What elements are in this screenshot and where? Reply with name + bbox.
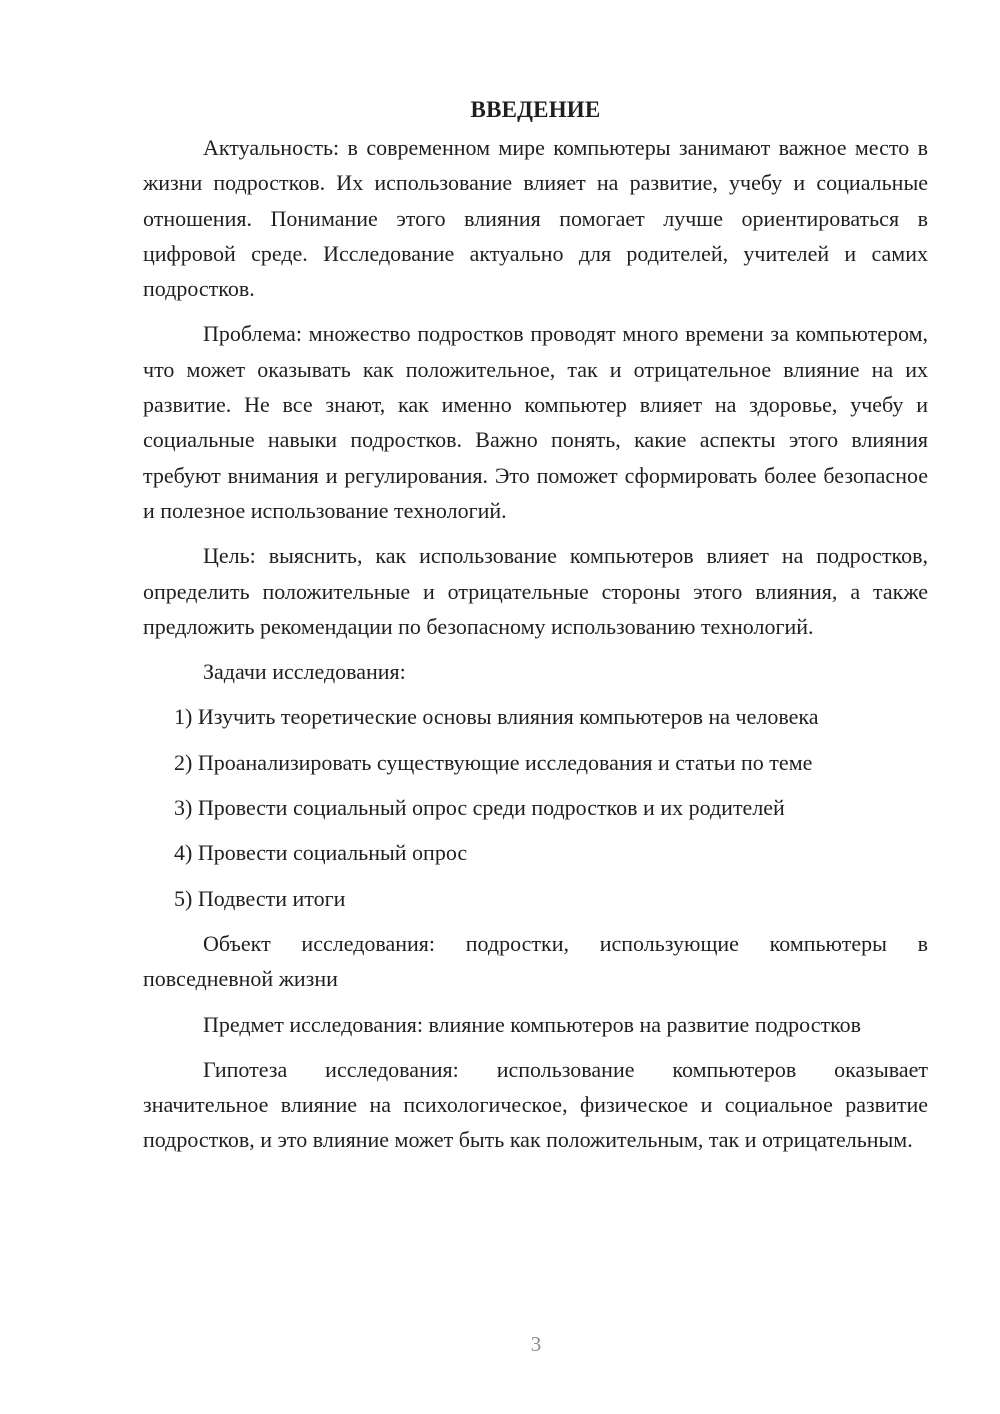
task-item-5: 5) Подвести итоги xyxy=(174,885,346,911)
document-page xyxy=(143,92,928,1168)
goal-paragraph: Цель: выяснить, как использование компьютеров влияет на подростков, определить положительные и отрицательные стороны этого влияния, а также предложить рекомендации по безопасному использованию технологий. xyxy=(143,543,928,639)
task-item-4: 4) Провести социальный опрос xyxy=(174,840,468,866)
page-title: ВВЕДЕНИЕ xyxy=(470,97,601,122)
task-item-3: 3) Провести социальный опрос среди подростков и их родителей xyxy=(174,795,785,821)
task-item-1: 1) Изучить теоретические основы влияния компьютеров на человека xyxy=(174,704,819,730)
task-item-2: 2) Проанализировать существующие исследования и статьи по теме xyxy=(174,749,813,775)
tasks-list xyxy=(143,699,928,915)
problem-paragraph: Проблема: множество подростков проводят много времени за компьютером, что может оказывать как положительное, так и отрицательное влияние на их развитие. Не все знают, как именно компьютер влияет на здоровье, учебу и социальные навыки подростков. Важно понять, какие аспекты этого влияния требуют внимания и регулирования. Это поможет сформировать более безопасное и полезное использование технологий. xyxy=(143,321,928,523)
tasks-title: Задачи исследования: xyxy=(203,659,406,685)
relevance-paragraph: Актуальность: в современном мире компьютеры занимают важное место в жизни подростков. Их использование влияет на развитие, учебу и социальные отношения. Понимание этого влияния помогает лучше ориентироваться в цифровой среде. Исследование актуально для родителей, учителей и самих подростков. xyxy=(143,135,928,302)
page-number: 3 xyxy=(530,1332,542,1356)
subject-paragraph: Предмет исследования: влияние компьютеров на развитие подростков xyxy=(203,1011,862,1037)
hypothesis-paragraph: Гипотеза исследования: использование компьютеров оказывает значительное влияние на психологическое, физическое и социальное развитие подростков, и это влияние может быть как положительным, так и отрицательным. xyxy=(143,1056,928,1153)
object-paragraph: Объект исследования: подростки, использующие компьютеры в повседневной жизни xyxy=(143,930,928,992)
